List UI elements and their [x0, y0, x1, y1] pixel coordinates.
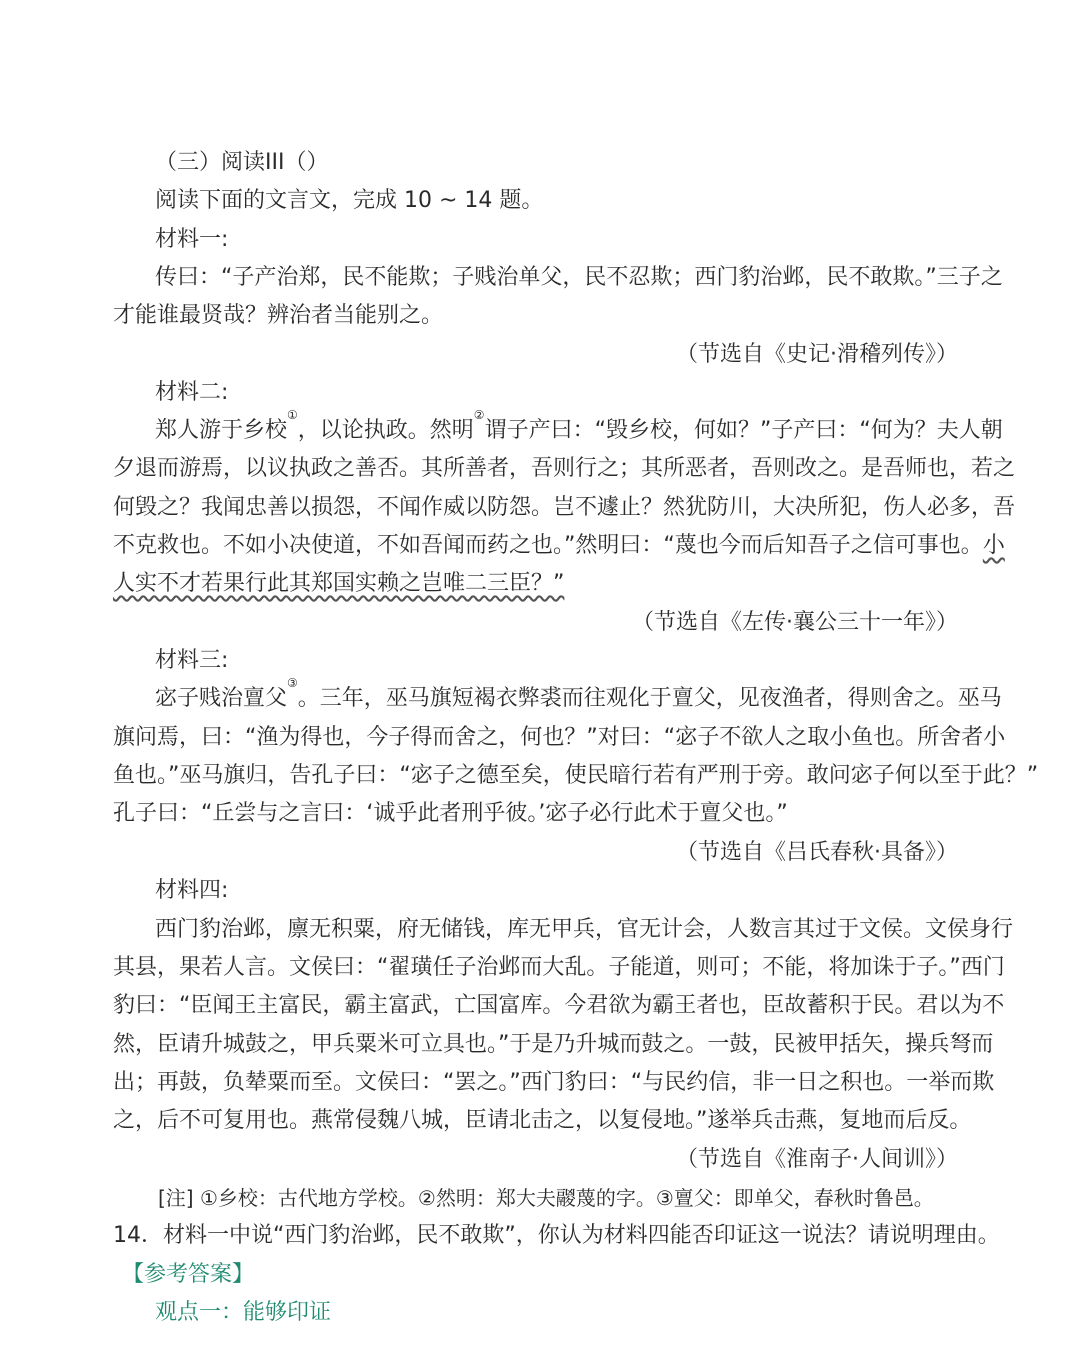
answer-viewpoint: 观点一：能够印证 — [155, 1300, 332, 1325]
footnote: [注] ①乡校：古代地方学校。②然明：郑大夫鬷蔑的字。③亶父：即单父，春秋时鲁邑。 — [158, 1186, 934, 1210]
material2-source: （节选自《左传·襄公三十一年》） — [632, 610, 958, 635]
material4-line: 西门豹治邺，廪无积粟，府无储钱，库无甲兵，官无计会，人数言其过于文侯。文侯身行 — [155, 917, 1014, 942]
material2-text: 不克救也。不如小决使道，不如吾闻而药之也。”然明曰：“蔑也今而后知吾子之信可事也。 — [113, 533, 983, 558]
wavy-underlined-text: 小 — [982, 533, 1005, 558]
material3-line: 孔子曰：“丘尝与之言曰：‘诚乎此者刑乎彼。’宓子必行此术于亶父也。” — [113, 801, 788, 826]
material4-source: （节选自《淮南子·人间训》） — [676, 1147, 958, 1172]
answer-label: 【参考答案】 — [122, 1262, 255, 1287]
material2-line — [0, 408, 1080, 449]
material2-line: 何毁之？我闻忠善以损怨，不闻作威以防怨。岂不遽止？然犹防川，大决所犯，伤人必多，吾 — [113, 495, 1016, 520]
material4-line: 豹曰：“臣闻王主富民，霸主富武，亡国富库。今君欲为霸王者也，臣故蓄积于民。君以为不 — [113, 993, 1005, 1018]
material3-text: 宓子贱治亶父 — [155, 686, 288, 711]
material2-text: ，以论执政。然明 — [297, 418, 474, 443]
material3-text: 。三年，巫马旗短褐衣弊裘而往观化于亶父，见夜渔者，得则舍之。巫马 — [297, 686, 1002, 711]
instruction: 阅读下面的文言文，完成 10 ~ 14 题。 — [155, 188, 544, 213]
material2-line — [0, 566, 1080, 602]
material2-label: 材料二: — [155, 380, 229, 405]
section-title: （三）阅读III（） — [155, 150, 329, 175]
material2-text: 谓子产曰：“毁乡校，何如？”子产曰：“何为？夫人朝 — [484, 418, 1003, 443]
material3-line — [0, 676, 1080, 717]
question-14: 14．材料一中说“西门豹治邺，民不敢欺”，你认为材料四能否印证这一说法？请说明理由。 — [113, 1223, 1000, 1248]
material4-label: 材料四: — [155, 878, 229, 903]
material1-source: （节选自《史记·滑稽列传》） — [676, 342, 958, 367]
material3-source: （节选自《吕氏春秋·具备》） — [676, 840, 958, 865]
material4-line: 之，后不可复用也。燕常侵魏八城，臣请北击之，以复侵地。”遂举兵击燕，复地而后反。 — [113, 1108, 972, 1133]
material3-line: 旗问焉，曰：“渔为得也，今子得而舍之，何也？”对曰：“宓子不欲人之取小鱼也。所舍者小 — [113, 725, 1006, 750]
material1-label: 材料一: — [155, 227, 229, 252]
material2-line — [0, 528, 1080, 564]
material1-line: 传曰：“子产治郑，民不能欺；子贱治单父，民不忍欺；西门豹治邺，民不敢欺。”三子之 — [155, 265, 1003, 290]
wavy-underlined-text: 人实不才若果行此其郑国实赖之岂唯二三臣？” — [113, 571, 565, 596]
material1-line: 才能谁最贤哉？辨治者当能别之。 — [113, 303, 444, 328]
material3-label: 材料三: — [155, 648, 229, 673]
material4-line: 然，臣请升城鼓之，甲兵粟米可立具也。”于是乃升城而鼓之。一鼓，民被甲括矢，操兵弩而 — [113, 1032, 994, 1057]
footnote-marker: ① — [287, 408, 298, 422]
material3-line: 鱼也。”巫马旗归，告孔子曰：“宓子之德至矣，使民暗行若有严刑于旁。敢问宓子何以至于此？” — [113, 763, 1039, 788]
material2-text: 郑人游于乡校 — [155, 418, 288, 443]
footnote-marker: ③ — [287, 676, 298, 690]
material4-line: 其县，果若人言。文侯曰：“翟璜任子治邺而大乱。子能道，则可；不能，将加诛于子。”西门 — [113, 955, 1005, 980]
footnote-marker: ② — [473, 408, 485, 422]
material4-line: 出；再鼓，负辇粟而至。文侯曰：“罢之。”西门豹曰：“与民约信，非一日之积也。一举而欺 — [113, 1070, 995, 1095]
material2-line: 夕退而游焉，以议执政之善否。其所善者，吾则行之；其所恶者，吾则改之。是吾师也，若之 — [113, 456, 1016, 481]
